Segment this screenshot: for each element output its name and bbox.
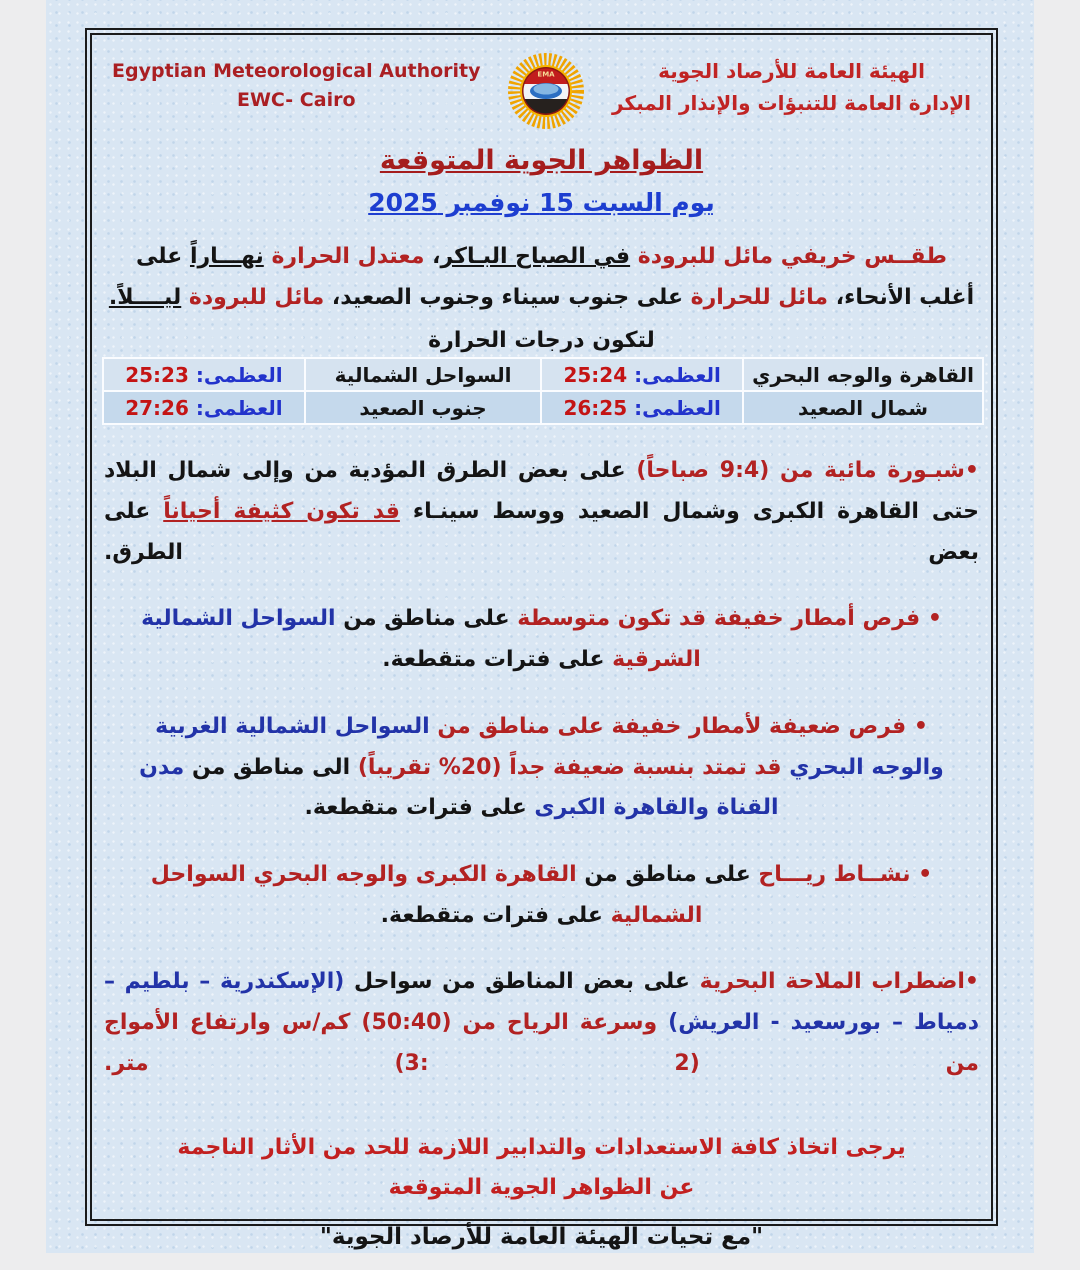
- text-segment: على فترات متقطعة.: [382, 647, 613, 673]
- forecast-date: يوم السبت 15 نوفمبر 2025: [368, 188, 715, 217]
- text-segment: الى مناطق من: [184, 754, 358, 780]
- org-name-arabic: [612, 55, 971, 119]
- page-border-frame: [85, 28, 998, 1250]
- advisory-line-1: يرجى اتخاذ كافة الاستعدادات والتدابير اللازمة للحد من الأثار الناجمة: [177, 1135, 906, 1161]
- org-name-en-line2: EWC- Cairo: [236, 89, 356, 112]
- temperature-cell: [542, 392, 742, 423]
- text-segment: على مناطق من: [335, 606, 518, 632]
- text-segment: (الإسكندرية – بلطيم – دمياط – بورسعيد - العريش): [104, 969, 979, 1035]
- forecast-bullet-light-rain: [104, 599, 979, 680]
- forecast-bullet-weak-rain: [104, 707, 979, 829]
- text-segment: •شبـورة مائية من (9:4 صباحاً): [636, 458, 979, 484]
- text-segment: القاهرة الكبرى والوجه البحري السواحل الشمالية: [150, 861, 703, 928]
- text-segment: على بعض الطرق.: [104, 499, 979, 565]
- text-segment: السواحل الشمالية: [141, 606, 336, 632]
- signature-line: "مع تحيات الهيئة العامة للأرصاد الجوية": [319, 1223, 764, 1250]
- forecast-bullet-wind: [104, 855, 979, 936]
- text-segment: في الصباح البـاكر: [440, 244, 631, 269]
- org-name-en-line1: Egyptian Meteorological Authority: [112, 60, 481, 82]
- text-segment: على أغلب الأنحاء،: [136, 244, 975, 310]
- text-segment: على بعض المناطق من سواحل: [344, 969, 700, 995]
- temperature-value: 27:26: [125, 395, 189, 420]
- text-segment: قد تمتد بنسبة ضعيفة جداً (20% تقريباً): [357, 754, 790, 780]
- text-segment: مائل للبرودة: [181, 284, 325, 310]
- max-label: العظمى:: [195, 362, 283, 387]
- text-segment: معتدل الحرارة: [263, 244, 425, 269]
- text-segment: وسرعة الرياح من (50:40) كم/س وارتفاع الأمواج من (2 :3) متر.: [104, 1009, 979, 1076]
- page-footer: [102, 1128, 981, 1249]
- ema-logo: [504, 49, 588, 137]
- logo-text: EMA: [537, 70, 555, 79]
- temperature-table-caption: لتكون درجات الحرارة: [428, 328, 655, 354]
- text-segment: الشرقية: [612, 647, 701, 673]
- text-segment: ،: [424, 244, 441, 269]
- page-content: [90, 33, 993, 1250]
- page-header: [102, 35, 981, 137]
- forecast-bullets: [102, 451, 981, 1084]
- max-label: العظمى:: [195, 395, 283, 420]
- document-page: [46, 0, 1034, 1253]
- region-cell: شمال الصعيد: [744, 392, 982, 423]
- temperature-cell: [104, 392, 304, 423]
- text-segment: ليــــلاً.: [108, 284, 182, 310]
- temperature-table: [102, 357, 984, 425]
- temperature-value: 25:23: [125, 362, 189, 387]
- text-segment: نهـــاراً: [189, 244, 264, 269]
- temperature-cell: [104, 359, 304, 390]
- text-segment: طقــس خريفي مائل للبرودة: [630, 244, 947, 269]
- text-segment: السواحل الشمالية الغربية والوجه البحري: [155, 713, 944, 780]
- org-name-english: [112, 57, 481, 116]
- region-cell: السواحل الشمالية: [306, 359, 540, 390]
- temperature-value: 25:24: [563, 362, 628, 387]
- temperature-value: 26:25: [563, 395, 628, 420]
- max-label: العظمى:: [634, 395, 721, 420]
- max-label: العظمى:: [634, 362, 721, 387]
- page-title: الظواهر الجوية المتوقعة: [379, 145, 704, 176]
- text-segment: • فرص ضعيفة لأمطار خفيفة على مناطق من: [429, 713, 928, 739]
- text-segment: على فترات متقطعة.: [380, 902, 611, 928]
- text-segment: قد تكون كثيفة أحياناً: [163, 499, 400, 525]
- text-segment: على فترات متقطعة.: [304, 795, 535, 821]
- advisory-line-2: عن الظواهر الجوية المتوقعة: [388, 1174, 695, 1200]
- text-segment: على جنوب سيناء وجنوب الصعيد،: [324, 284, 691, 310]
- text-segment: • نشــاط ريـــاح: [758, 861, 933, 887]
- forecast-bullet-marine: [104, 962, 979, 1084]
- text-segment: •اضطراب الملاحة البحرية: [699, 969, 979, 995]
- text-segment: مائل للحرارة: [690, 284, 829, 310]
- ema-logo-icon: [504, 49, 588, 133]
- region-cell: جنوب الصعيد: [306, 392, 540, 423]
- temperature-cell: [542, 359, 742, 390]
- forecast-bullet-fog: [104, 451, 979, 573]
- text-segment: • فرص أمطار خفيفة قد تكون متوسطة: [517, 606, 942, 632]
- text-segment: مدن القناة والقاهرة الكبرى: [139, 754, 779, 821]
- org-name-ar-line2: الإدارة العامة للتنبؤات والإنذار المبكر: [612, 91, 971, 115]
- weather-summary-paragraph: [106, 237, 977, 318]
- table-row: [104, 392, 982, 423]
- text-segment: على مناطق من: [576, 861, 759, 887]
- org-name-ar-line1: الهيئة العامة للأرصاد الجوية: [658, 59, 925, 83]
- region-cell: القاهرة والوجه البحري: [744, 359, 982, 390]
- text-segment: على بعض الطرق المؤدية من وإلى شمال البلاد حتى القاهرة الكبرى وشمال الصعيد ووسط سينـاء: [104, 458, 979, 525]
- table-row: [104, 359, 982, 390]
